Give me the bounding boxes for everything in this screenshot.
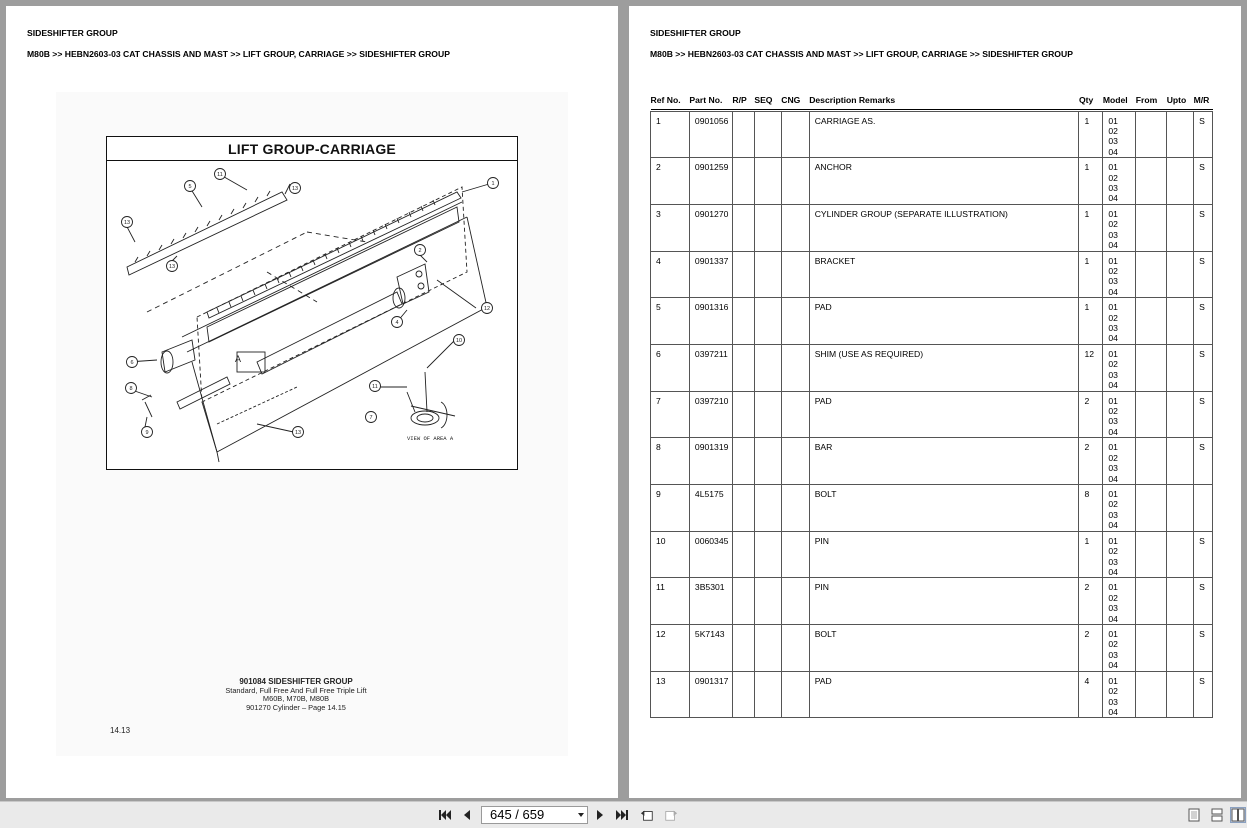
ref-cell: 6: [651, 344, 690, 391]
part-no-cell: 3B5301: [689, 578, 732, 625]
diagram-caption: [176, 678, 416, 712]
model-code: 03: [1108, 649, 1118, 660]
description-cell: BAR: [809, 438, 1079, 485]
upto-cell: [1167, 485, 1194, 532]
col-model: Model: [1102, 95, 1128, 105]
callout-10: 10: [455, 338, 463, 344]
qty-cell: 2: [1079, 438, 1103, 485]
part-no-cell: 0901056: [689, 111, 732, 158]
col-mr: M/R: [1193, 95, 1210, 105]
part-no-cell: 0060345: [689, 531, 732, 578]
model-code: 02: [1108, 359, 1118, 370]
from-cell: [1136, 438, 1167, 485]
model-code: 03: [1108, 603, 1118, 614]
table-row: [651, 251, 1213, 298]
upto-cell: [1167, 625, 1194, 672]
model-cell: [1103, 204, 1136, 251]
model-code: 04: [1108, 613, 1118, 624]
description-cell: PAD: [809, 671, 1079, 718]
model-cell: [1103, 251, 1136, 298]
rp-cell: [732, 391, 754, 438]
mr-cell: S: [1194, 531, 1213, 578]
qty-cell: 2: [1079, 578, 1103, 625]
from-cell: [1136, 485, 1167, 532]
model-code: 03: [1108, 136, 1118, 147]
go-forward-icon[interactable]: [664, 808, 678, 822]
seq-cell: [754, 204, 781, 251]
rp-cell: [732, 485, 754, 532]
from-cell: [1136, 671, 1167, 718]
callout-13: 13: [123, 220, 131, 226]
breadcrumb: M80B >> HEBN2603-03 CAT CHASSIS AND MAST >> LIFT GROUP, CARRIAGE >> SIDESHIFTER GROUP: [650, 49, 1073, 59]
seq-cell: [754, 671, 781, 718]
upto-cell: [1167, 204, 1194, 251]
model-code: 02: [1108, 172, 1118, 183]
chevron-down-icon[interactable]: [578, 813, 584, 817]
upto-cell: [1167, 251, 1194, 298]
model-code: 02: [1108, 639, 1118, 650]
ref-cell: 10: [651, 531, 690, 578]
cng-cell: [781, 438, 809, 485]
cng-cell: [781, 298, 809, 345]
model-code: 02: [1108, 686, 1118, 697]
seq-cell: [754, 111, 781, 158]
callout-13: 13: [168, 264, 176, 270]
seq-cell: [754, 438, 781, 485]
two-page-view-icon[interactable]: [1231, 808, 1245, 822]
diagram-heading: LIFT GROUP-CARRIAGE: [107, 137, 517, 161]
rp-cell: [732, 625, 754, 672]
upto-cell: [1167, 298, 1194, 345]
rp-cell: [732, 531, 754, 578]
part-no-cell: 0901316: [689, 298, 732, 345]
col-cng: CNG: [781, 95, 801, 105]
seq-cell: [754, 531, 781, 578]
qty-cell: 2: [1079, 625, 1103, 672]
table-row: [651, 531, 1213, 578]
model-code: 01: [1108, 208, 1118, 219]
from-cell: [1136, 204, 1167, 251]
model-code: 02: [1108, 592, 1118, 603]
cng-cell: [781, 391, 809, 438]
upto-cell: [1167, 111, 1194, 158]
callout-4: 4: [395, 320, 399, 326]
from-cell: [1136, 578, 1167, 625]
callout-13: 13: [294, 430, 302, 436]
mr-cell: S: [1194, 251, 1213, 298]
page-title: SIDESHIFTER GROUP: [27, 28, 118, 38]
mr-cell: S: [1194, 391, 1213, 438]
model-code: 01: [1108, 162, 1118, 173]
page-number-input[interactable]: [481, 806, 588, 824]
mr-cell: S: [1194, 158, 1213, 205]
single-page-view-icon[interactable]: [1187, 808, 1201, 822]
model-code: 03: [1108, 696, 1118, 707]
model-code: 01: [1108, 395, 1118, 406]
cng-cell: [781, 158, 809, 205]
qty-cell: 1: [1079, 111, 1103, 158]
from-cell: [1136, 625, 1167, 672]
model-cell: [1103, 625, 1136, 672]
qty-cell: 1: [1079, 204, 1103, 251]
ref-cell: 5: [651, 298, 690, 345]
callout-12: 12: [483, 306, 491, 312]
rp-cell: [732, 111, 754, 158]
from-cell: [1136, 344, 1167, 391]
scan-page-number: 14.13: [110, 726, 131, 735]
ref-cell: 2: [651, 158, 690, 205]
from-cell: [1136, 158, 1167, 205]
model-code: 01: [1108, 675, 1118, 686]
qty-cell: 1: [1079, 298, 1103, 345]
table-row: [651, 438, 1213, 485]
model-code: 01: [1108, 535, 1118, 546]
model-code: 03: [1108, 276, 1118, 287]
qty-cell: 12: [1079, 344, 1103, 391]
navigation-toolbar: [0, 801, 1247, 828]
table-row: [651, 158, 1213, 205]
cng-cell: [781, 251, 809, 298]
seq-cell: [754, 625, 781, 672]
upto-cell: [1167, 391, 1194, 438]
model-code: 04: [1108, 426, 1118, 437]
description-cell: BOLT: [809, 625, 1079, 672]
table-row: [651, 625, 1213, 672]
cng-cell: [781, 671, 809, 718]
col-seq: SEQ: [754, 95, 773, 105]
table-row: [651, 485, 1213, 532]
callout-2: 2: [418, 248, 422, 254]
part-no-cell: 0901259: [689, 158, 732, 205]
table-row: [651, 578, 1213, 625]
model-code: 04: [1108, 473, 1118, 484]
seq-cell: [754, 298, 781, 345]
caption-line-3: M60B, M70B, M80B: [262, 694, 330, 704]
col-qty: Qty: [1078, 95, 1094, 105]
from-cell: [1136, 298, 1167, 345]
model-cell: [1103, 485, 1136, 532]
model-code: 04: [1108, 240, 1118, 251]
seq-cell: [754, 251, 781, 298]
part-no-cell: 0901319: [689, 438, 732, 485]
rp-cell: [732, 344, 754, 391]
rp-cell: [732, 298, 754, 345]
mr-cell: S: [1194, 204, 1213, 251]
model-code: 01: [1108, 582, 1118, 593]
callout-5: 5: [188, 184, 192, 190]
callout-13: 13: [291, 186, 299, 192]
rp-cell: [732, 158, 754, 205]
callout-11: 11: [217, 172, 223, 178]
ref-cell: 13: [651, 671, 690, 718]
table-row: [651, 391, 1213, 438]
caption-line-4: 901270 Cylinder – Page 14.15: [246, 702, 346, 712]
from-cell: [1136, 391, 1167, 438]
last-page-icon[interactable]: [615, 808, 629, 822]
callout-8: 8: [129, 386, 133, 392]
description-cell: PAD: [809, 391, 1079, 438]
scanned-illustration: [56, 92, 568, 756]
col-ref-no: Ref No.: [650, 95, 681, 105]
model-code: 03: [1108, 369, 1118, 380]
table-row: [651, 298, 1213, 345]
left-page: [6, 6, 618, 798]
cng-cell: [781, 625, 809, 672]
model-code: 02: [1108, 546, 1118, 557]
ref-cell: 9: [651, 485, 690, 532]
description-cell: PAD: [809, 298, 1079, 345]
view-label: VIEW OF AREA A: [407, 435, 454, 442]
col-from: From: [1135, 95, 1158, 105]
cng-cell: [781, 204, 809, 251]
model-code: 03: [1108, 416, 1118, 427]
page-indicator: 645 / 659: [490, 807, 545, 822]
model-code: 04: [1108, 146, 1118, 157]
model-code: 01: [1108, 442, 1118, 453]
table-row: [651, 111, 1213, 158]
caption-line-2: Standard, Full Free And Full Free Triple Lift: [225, 685, 367, 695]
ref-cell: 11: [651, 578, 690, 625]
description-cell: BRACKET: [809, 251, 1079, 298]
part-no-cell: 4L5175: [689, 485, 732, 532]
model-cell: [1103, 391, 1136, 438]
table-row: [651, 671, 1213, 718]
qty-cell: 2: [1079, 391, 1103, 438]
ref-cell: 4: [651, 251, 690, 298]
rp-cell: [732, 438, 754, 485]
upto-cell: [1167, 438, 1194, 485]
col-description: Description Remarks: [809, 95, 896, 105]
callout-11: 11: [372, 384, 378, 390]
description-cell: BOLT: [809, 485, 1079, 532]
description-cell: CARRIAGE AS.: [809, 111, 1079, 158]
model-code: 01: [1108, 302, 1118, 313]
cng-cell: [781, 344, 809, 391]
qty-cell: 1: [1079, 531, 1103, 578]
next-page-icon[interactable]: [593, 808, 607, 822]
cng-cell: [781, 111, 809, 158]
rp-cell: [732, 251, 754, 298]
model-cell: [1103, 671, 1136, 718]
description-cell: PIN: [809, 531, 1079, 578]
model-code: 01: [1108, 629, 1118, 640]
model-code: 01: [1108, 115, 1118, 126]
upto-cell: [1167, 344, 1194, 391]
description-cell: PIN: [809, 578, 1079, 625]
description-cell: ANCHOR: [809, 158, 1079, 205]
first-page-icon[interactable]: [438, 808, 452, 822]
qty-cell: 8: [1079, 485, 1103, 532]
mr-cell: S: [1194, 671, 1213, 718]
table-row: [651, 344, 1213, 391]
model-code: 04: [1108, 193, 1118, 204]
part-no-cell: 0901317: [689, 671, 732, 718]
model-code: 04: [1108, 706, 1118, 717]
col-upto: Upto: [1166, 95, 1187, 105]
ref-cell: 1: [651, 111, 690, 158]
model-code: 02: [1108, 452, 1118, 463]
model-code: 04: [1108, 566, 1118, 577]
ref-cell: 7: [651, 391, 690, 438]
part-no-cell: 5K7143: [689, 625, 732, 672]
qty-cell: 1: [1079, 251, 1103, 298]
upto-cell: [1167, 531, 1194, 578]
previous-page-icon[interactable]: [460, 808, 474, 822]
table-row: [651, 204, 1213, 251]
model-code: 04: [1108, 286, 1118, 297]
model-code: 03: [1108, 509, 1118, 520]
model-code: 02: [1108, 499, 1118, 510]
model-cell: [1103, 438, 1136, 485]
model-code: 04: [1108, 333, 1118, 344]
callout-6: 6: [130, 360, 134, 366]
model-cell: [1103, 298, 1136, 345]
model-cell: [1103, 344, 1136, 391]
callout-1: 1: [491, 181, 495, 187]
mr-cell: S: [1194, 578, 1213, 625]
from-cell: [1136, 251, 1167, 298]
model-code: 02: [1108, 312, 1118, 323]
go-back-icon[interactable]: [640, 808, 654, 822]
ref-cell: 3: [651, 204, 690, 251]
model-code: 03: [1108, 556, 1118, 567]
mr-cell: S: [1194, 344, 1213, 391]
rp-cell: [732, 578, 754, 625]
model-code: 02: [1108, 265, 1118, 276]
callout-9: 9: [145, 430, 149, 436]
description-cell: SHIM (USE AS REQUIRED): [809, 344, 1079, 391]
model-code: 01: [1108, 348, 1118, 359]
description-cell: CYLINDER GROUP (SEPARATE ILLUSTRATION): [809, 204, 1079, 251]
right-page: [629, 6, 1241, 798]
seq-cell: [754, 158, 781, 205]
breadcrumb: M80B >> HEBN2603-03 CAT CHASSIS AND MAST >> LIFT GROUP, CARRIAGE >> SIDESHIFTER GROUP: [27, 49, 450, 59]
part-no-cell: 0901270: [689, 204, 732, 251]
caption-line-1: 901084 SIDESHIFTER GROUP: [239, 677, 353, 686]
model-code: 03: [1108, 183, 1118, 193]
model-code: 01: [1108, 255, 1118, 266]
parts-diagram: [106, 136, 518, 470]
model-code: 04: [1108, 660, 1118, 671]
upto-cell: [1167, 158, 1194, 205]
parts-table: [650, 95, 1213, 718]
upto-cell: [1167, 578, 1194, 625]
part-no-cell: 0397211: [689, 344, 732, 391]
rp-cell: [732, 204, 754, 251]
model-cell: [1103, 578, 1136, 625]
ref-cell: 8: [651, 438, 690, 485]
mr-cell: S: [1194, 438, 1213, 485]
part-no-cell: 0397210: [689, 391, 732, 438]
seq-cell: [754, 391, 781, 438]
cng-cell: [781, 531, 809, 578]
mr-cell: [1194, 485, 1213, 532]
cng-cell: [781, 485, 809, 532]
rp-cell: [732, 671, 754, 718]
callout-7: 7: [369, 415, 373, 421]
model-code: 03: [1108, 463, 1118, 474]
area-label: A: [235, 354, 242, 364]
continuous-view-icon[interactable]: [1210, 808, 1224, 822]
model-cell: [1103, 111, 1136, 158]
model-cell: [1103, 158, 1136, 205]
model-cell: [1103, 531, 1136, 578]
table-header: [651, 95, 1213, 109]
mr-cell: S: [1194, 625, 1213, 672]
model-code: 03: [1108, 229, 1118, 240]
seq-cell: [754, 578, 781, 625]
seq-cell: [754, 344, 781, 391]
from-cell: [1136, 111, 1167, 158]
col-rp: R/P: [732, 95, 747, 105]
sideshifter-exploded-drawing: [107, 162, 516, 468]
part-no-cell: 0901337: [689, 251, 732, 298]
seq-cell: [754, 485, 781, 532]
page-title: SIDESHIFTER GROUP: [650, 28, 741, 38]
model-code: 01: [1108, 489, 1118, 499]
qty-cell: 1: [1079, 158, 1103, 205]
qty-cell: 4: [1079, 671, 1103, 718]
model-code: 02: [1108, 125, 1118, 136]
ref-cell: 12: [651, 625, 690, 672]
model-code: 04: [1108, 380, 1118, 391]
upto-cell: [1167, 671, 1194, 718]
model-code: 02: [1108, 219, 1118, 230]
from-cell: [1136, 531, 1167, 578]
mr-cell: S: [1194, 298, 1213, 345]
model-code: 03: [1108, 323, 1118, 334]
model-code: 02: [1108, 406, 1118, 417]
cng-cell: [781, 578, 809, 625]
model-code: 04: [1108, 520, 1118, 531]
mr-cell: S: [1194, 111, 1213, 158]
col-part-no: Part No.: [689, 95, 723, 105]
